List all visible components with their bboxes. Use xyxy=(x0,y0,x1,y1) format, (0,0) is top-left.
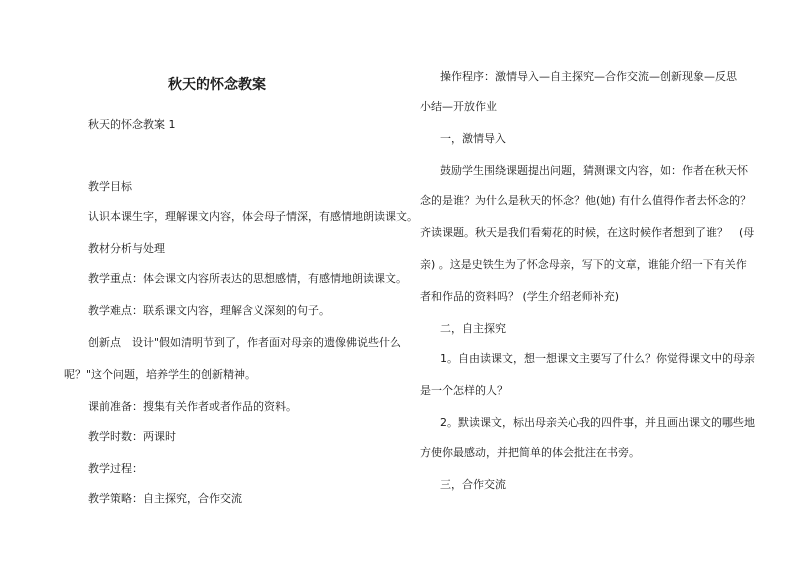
paragraph-line: 认识本课生字，理解课文内容，体会母子情深，有感情地朗读课文。 xyxy=(88,210,418,223)
subtitle: 秋天的怀念教案 1 xyxy=(88,118,176,131)
paragraph-line: 教学策略：自主探究，合作交流 xyxy=(88,492,242,505)
paragraph-line: 教学目标 xyxy=(88,180,132,193)
paragraph-line: 创新点 设计"假如清明节到了，作者面对母亲的遗像佛说些什么 xyxy=(88,336,402,349)
section-heading: 三，合作交流 xyxy=(440,478,506,491)
paragraph-line: 教学过程： xyxy=(88,462,143,475)
paragraph-line: 教学时数：两课时 xyxy=(88,430,176,443)
paragraph-line: 小结—开放作业 xyxy=(420,100,497,113)
section-heading: 一，激情导入 xyxy=(440,132,506,145)
paragraph-line: 课前准备：搜集有关作者或者作品的资料。 xyxy=(88,400,297,413)
document-title: 秋天的怀念教案 xyxy=(168,77,266,93)
paragraph-line: 方使你最感动，并把简单的体会批注在书旁。 xyxy=(420,446,640,459)
paragraph-line: 亲) 。这是史铁生为了怀念母亲，写下的文章，谁能介绍一下有关作 xyxy=(420,258,747,271)
paragraph-line: 念的是谁？为什么是秋天的怀念？他(她) 有什么值得作者去怀念的？ xyxy=(420,194,752,207)
paragraph-line: 教材分析与处理 xyxy=(88,242,165,255)
paragraph-line: 是一个怎样的人？ xyxy=(420,384,508,397)
paragraph-line: 教学重点：体会课文内容所表达的思想感情，有感情地朗读课文。 xyxy=(88,272,407,285)
paragraph-line: 教学难点：联系课文内容，理解含义深刻的句子。 xyxy=(88,304,330,317)
paragraph-line: 呢？"这个问题，培养学生的创新精神。 xyxy=(64,368,257,381)
paragraph-line: 鼓励学生围绕课题提出问题，猜测课文内容，如：作者在秋天怀 xyxy=(440,164,748,177)
paragraph-line: 2。默读课文，标出母亲关心我的四件事，并且画出课文的哪些地 xyxy=(440,416,755,429)
paragraph-line: 者和作品的资料吗？ (学生介绍老师补充) xyxy=(420,290,620,303)
paragraph-line: 操作程序：激情导入—自主探究—合作交流—创新现象—反思 xyxy=(440,70,737,83)
paragraph-line: 齐读课题。秋天是我们看菊花的时候，在这时候作者想到了谁？ (母 xyxy=(420,226,755,239)
paragraph-line: 1。自由读课文，想一想课文主要写了什么？你觉得课文中的母亲 xyxy=(440,352,755,365)
section-heading: 二，自主探究 xyxy=(440,322,506,335)
